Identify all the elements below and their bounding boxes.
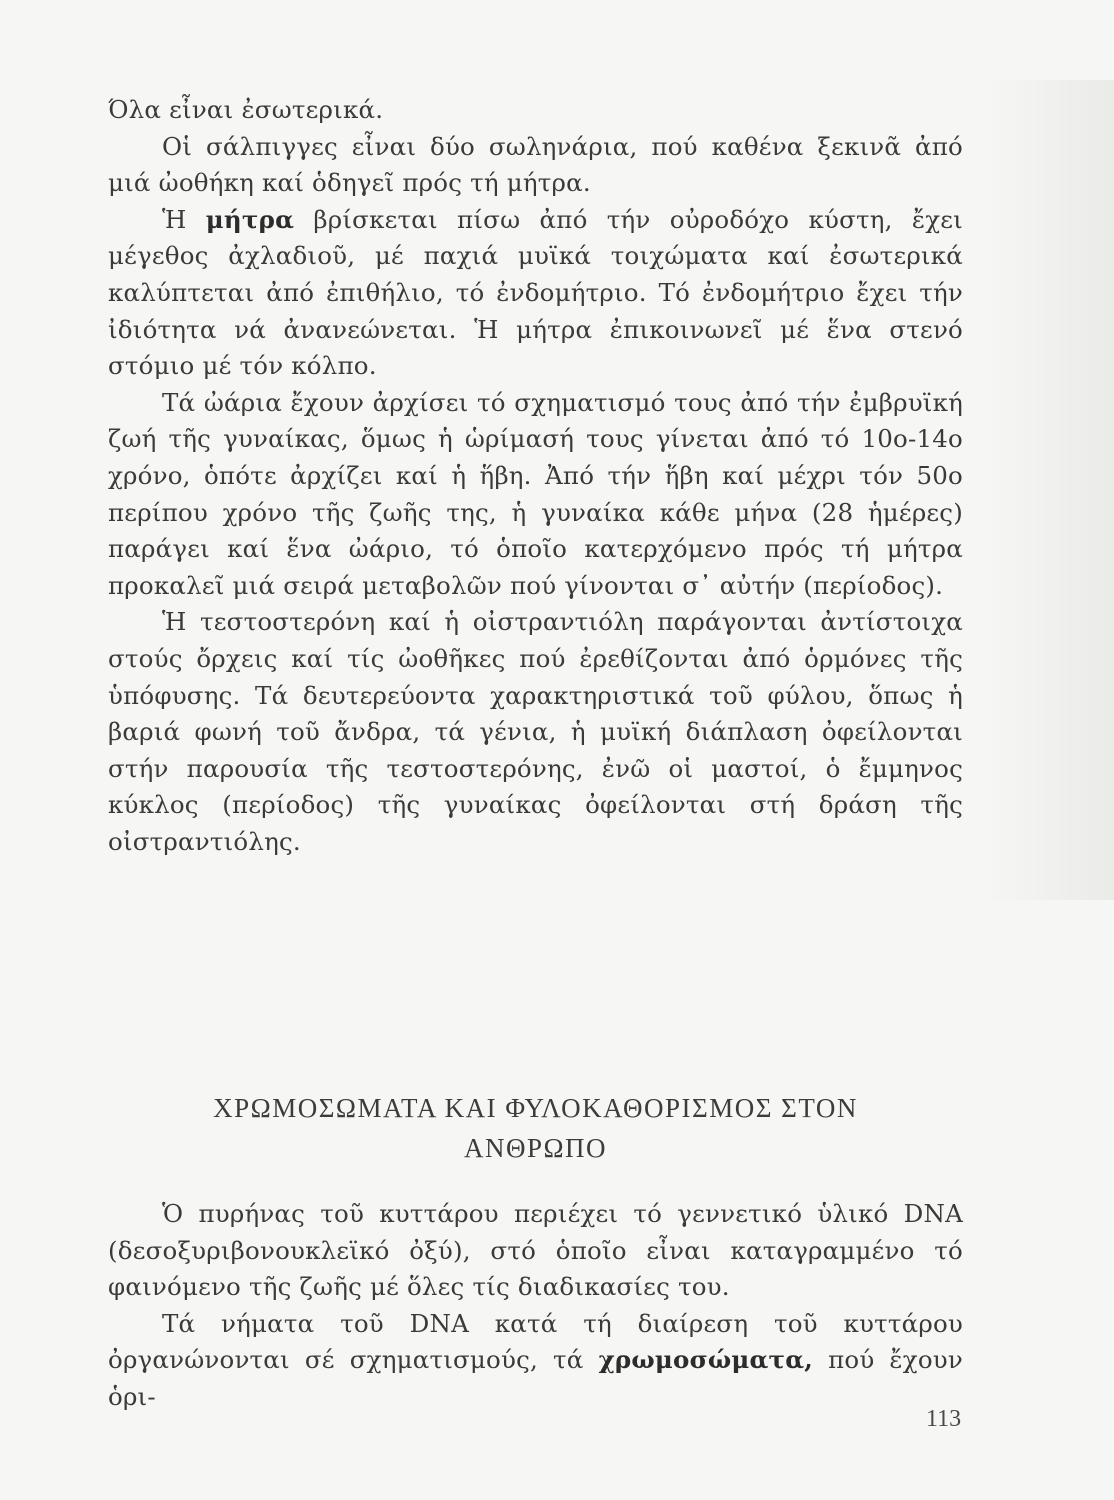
heading-line-1: ΧΡΩΜΟΣΩΜΑΤΑ ΚΑΙ ΦΥΛΟΚΑΘΟΡΙΣΜΟΣ ΣΤΟΝ xyxy=(213,1093,858,1123)
term-mitra: μήτρα xyxy=(205,204,295,234)
body-text-upper xyxy=(108,92,963,860)
page-number: 113 xyxy=(926,1406,962,1432)
paragraph-3-rest: βρίσκεται πίσω ἀπό τήν οὐροδόχο κύστη, ἔχει μέγεθος ἀχλαδιοῦ, μέ παχιά μυϊκά τοιχώματα καί ἐσωτερικά καλύπτεται ἀπό ἐπιθήλιο, τό ἐνδομήτριο. Τό ἐνδομήτριο ἔχει τήν ἰδιότητα νά ἀνανεώνεται. Ἡ μήτρα ἐπικοινωνεῖ μέ ἕνα στενό στόμιο μέ τόν κόλπο. xyxy=(108,204,963,381)
bleed-through-shadow xyxy=(984,80,1114,900)
paragraph-1: Όλα εἶναι ἐσωτερικά. xyxy=(108,95,384,124)
term-chromosomes: χρωμοσώματα, xyxy=(598,1345,814,1375)
paragraph-3-start: Ἡ xyxy=(162,204,187,234)
paragraph-7 xyxy=(108,1306,963,1416)
paragraph-3 xyxy=(108,202,963,385)
body-text-lower xyxy=(108,1196,963,1416)
paragraph-7-start: Τά νήματα τοῦ DNA κατά τή διαίρεση τοῦ κυττάρου ὀργανώνονται σέ σχηματισμούς, τά xyxy=(108,1308,963,1375)
paragraph-6: Ὁ πυρήνας τοῦ κυττάρου περιέχει τό γεννετικό ὑλικό DNA (δεσοξυριβονουκλεϊκό ὀξύ), στό ὁποῖο εἶναι καταγραμμένο τό φαινόμενο τῆς ζωῆς μέ ὅλες τίς διαδικασίες του. xyxy=(108,1199,963,1302)
section-heading xyxy=(108,1088,963,1168)
paragraph-7-rest: πού ἔχουν ὁρι- xyxy=(108,1345,963,1411)
paragraph-5: Ἡ τεστοστερόνη καί ἡ οἰστραντιόλη παράγονται ἀντίστοιχα στούς ὄρχεις καί τίς ὠοθῆκες πού ἐρεθίζονται ἀπό ὁρμόνες τῆς ὑπόφυσης. Τά δευτερεύοντα χαρακτηριστικά τοῦ φύλου, ὅπως ἡ βαριά φωνή τοῦ ἄνδρα, τά γένια, ἡ μυϊκή διάπλαση ὀφείλονται στήν παρουσία τῆς τεστοστερόνης, ἐνῶ οἱ μαστοί, ὁ ἔμμηνος κύκλος (περίοδος) τῆς γυναίκας ὀφείλονται στή δράση τῆς οἰστραντιόλης. xyxy=(108,607,963,856)
paragraph-4: Τά ὠάρια ἔχουν ἀρχίσει τό σχηματισμό τους ἀπό τήν ἐμβρυϊκή ζωή τῆς γυναίκας, ὅμως ἡ ὡρίμασή τους γίνεται ἀπό τό 10ο-14ο χρόνο, ὁπότε ἀρχίζει καί ἡ ἥβη. Ἀπό τήν ἥβη καί μέχρι τόν 50ο περίπου χρόνο τῆς ζωῆς της, ἡ γυναίκα κάθε μήνα (28 ἡμέρες) παράγει καί ἕνα ὠάριο, τό ὁποῖο κατερχόμενο πρός τή μήτρα προκαλεῖ μιά σειρά μεταβολῶν πού γίνονται σ᾿ αὐτήν (περίοδος). xyxy=(108,387,963,600)
paragraph-2: Οἱ σάλπιγγες εἶναι δύο σωληνάρια, πού καθένα ξεκινᾶ ἀπό μιά ὠοθήκη καί ὁδηγεῖ πρός τή μήτρα. xyxy=(108,131,963,198)
heading-line-2: ΑΝΘΡΩΠΟ xyxy=(463,1133,608,1163)
